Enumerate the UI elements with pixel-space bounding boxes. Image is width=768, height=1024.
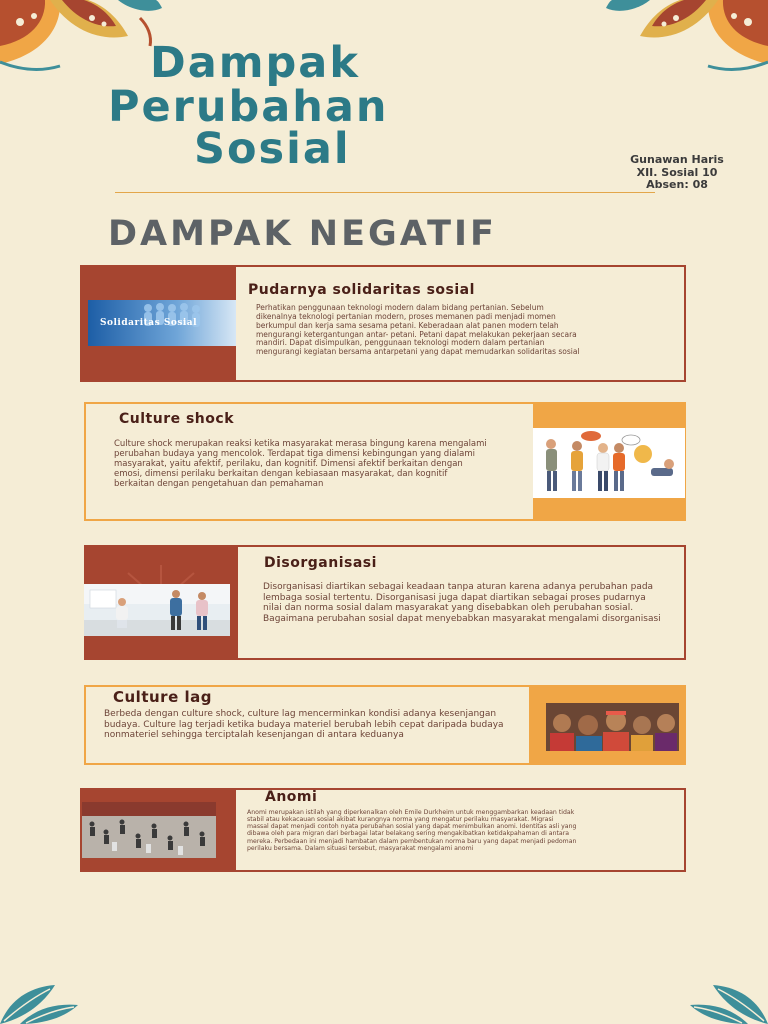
- section-heading: DAMPAK NEGATIF: [108, 214, 497, 254]
- card-culture-shock-text: Culture shock merupakan reaksi ketika masyarakat merasa bingung karena mengalami perubahan budaya yang mencolok. Terdapat tiga dimensi kebingungan yang dialami masyarakat, yaitu afektif, perilaku, dan kognitif. Dimensi afektif berkaitan dengan emosi, dimensi perilaku berkaitan dengan kebiasaan masyarakat, dan kognitif berkaitan dengan pengetahuan dan pemahaman: [114, 439, 487, 490]
- page-title-line-2: Perubahan: [108, 82, 389, 132]
- card-solidaritas-title: Pudarnya solidaritas sosial: [248, 282, 475, 298]
- card-culture-lag-title: Culture lag: [113, 688, 212, 706]
- card-disorganisasi-title: Disorganisasi: [264, 555, 377, 571]
- card-culture-lag-text: Berbeda dengan culture shock, culture lag mencerminkan kondisi adanya kesenjangan budaya. Culture lag terjadi ketika budaya materiel berubah lebih cepat daripada budaya nonmateriel sehingga terciptalah kesenjangan di antara keduanya: [104, 709, 504, 741]
- people-talking-icon: [533, 428, 685, 498]
- floral-ornament-top-left-icon: [0, 0, 165, 80]
- title-divider: [115, 192, 655, 193]
- family-argument-icon: [84, 584, 230, 636]
- author-absen: Absen: 08: [646, 178, 708, 191]
- crowd-icon: [82, 802, 216, 858]
- solidaritas-image-label: Solidaritas Sosial: [100, 318, 198, 328]
- anomi-image: [82, 802, 216, 858]
- page-title-line-1: Dampak: [150, 38, 360, 88]
- disorganisasi-image: [84, 584, 230, 636]
- solidaritas-image: [88, 300, 236, 346]
- card-disorganisasi-text: Disorganisasi diartikan sebagai keadaan tanpa aturan karena adanya perubahan pada lembaga sosial tertentu. Disorganisasi juga dapat diartikan sebagai proses pudarnya nilai dan norma sosial dalam masyarakat yang disebabkan oleh perubahan sosial. Bagaimana perubahan sosial dapat menyebabkan masyarakat mengalami disorganisasi: [263, 582, 661, 624]
- culture-lag-image: [546, 703, 679, 751]
- page-title-line-3: Sosial: [194, 124, 351, 174]
- culture-shock-image: [533, 428, 685, 498]
- card-anomi-title: Anomi: [265, 789, 318, 805]
- author-class: XII. Sosial 10: [636, 166, 718, 179]
- author-name: Gunawan Haris: [630, 153, 724, 166]
- leaf-ornament-bottom-left-icon: [0, 979, 80, 1024]
- card-culture-shock-title: Culture shock: [119, 411, 234, 427]
- leaf-ornament-bottom-right-icon: [688, 979, 768, 1024]
- card-solidaritas-text: Perhatikan penggunaan teknologi modern dalam bidang pertanian. Sebelum dikenalnya teknologi pertanian modern, proses memanen padi menjadi momen berkumpul dan kerja sama sesama petani. Keberadaan alat panen modern telah mengurangi ketergantungan antar- petani. Petani dapat melakukan pekerjaan secara mandiri. Dapat disimpulkan, penggunaan teknologi modern dalam pertanian mengurangi kegiatan bersama antarpetani yang dapat memudarkan solidaritas sosial: [256, 303, 580, 357]
- card-anomi-text: Anomi merupakan istilah yang diperkenalkan oleh Emile Durkheim untuk menggambarkan keadaan tidak stabil atau kekacauan sosial akibat kurangnya norma yang mengatur perilaku masyarakat. Migrasi massal dapat menjadi contoh nyata perubahan sosial yang dapat menimbulkan anomi. Identitas asli yang dibawa oleh para migran dari berbagai latar belakang sering mengakibatkan ketidakpahaman di antara mereka. Perbedaan ini menjadi hambatan dalam pembentukan norma baru yang dapat menjadi pedoman perilaku bersama. Dalam situasi tersebut, masyarakat mengalami anomi: [247, 809, 577, 852]
- indigenous-people-icon: [546, 703, 679, 751]
